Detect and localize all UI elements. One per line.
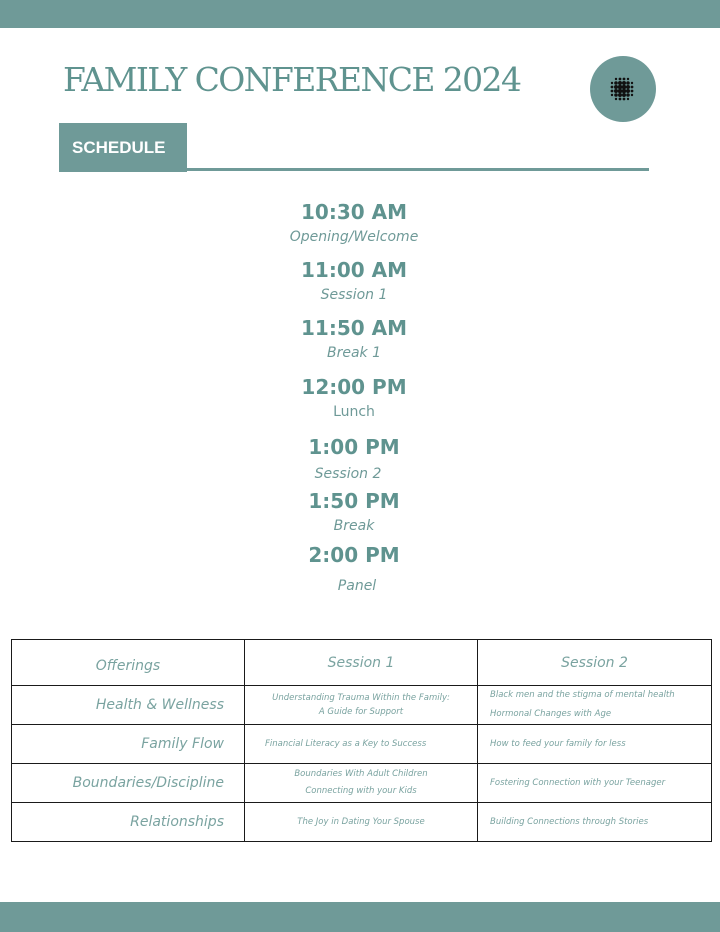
schedule-time: 10:30 AM <box>300 200 407 224</box>
session-topic: A Guide for Support <box>318 707 404 717</box>
offerings-table <box>11 639 712 842</box>
session-2-cell <box>478 764 712 803</box>
schedule-time: 1:00 PM <box>308 435 400 459</box>
schedule-time: 12:00 PM <box>301 375 407 399</box>
schedule-time: 11:00 AM <box>300 258 407 282</box>
session-topic: Hormonal Changes with Age <box>490 709 612 719</box>
schedule-event: Session 1 <box>320 287 388 303</box>
offering-name: Health & Wellness <box>12 686 245 725</box>
table-header-row <box>12 640 712 686</box>
schedule-section-tab: SCHEDULE <box>59 123 187 172</box>
schedule-event: Lunch <box>333 404 375 420</box>
session-1-cell <box>245 803 478 842</box>
table-row <box>12 725 712 764</box>
top-banner-bar <box>0 0 720 28</box>
session-topic: Financial Literacy as a Key to Success <box>265 738 427 749</box>
session-topic: Fostering Connection with your Teenager <box>490 777 666 788</box>
schedule-event: Opening/Welcome <box>289 229 419 245</box>
session-topic: Connecting with your Kids <box>305 786 417 796</box>
session-1-cell <box>245 764 478 803</box>
session-topic: Boundaries With Adult Children <box>294 769 428 779</box>
column-header-session-1: Session 1 <box>245 640 478 686</box>
session-2-cell <box>478 803 712 842</box>
table-row <box>12 764 712 803</box>
dotted-circle-logo-icon <box>590 56 656 122</box>
session-topic: Black men and the stigma of mental health <box>490 690 675 700</box>
schedule-divider <box>187 168 649 171</box>
schedule-time: 11:50 AM <box>300 316 407 340</box>
session-topic: The Joy in Dating Your Spouse <box>297 816 425 827</box>
schedule-time: 1:50 PM <box>308 489 400 513</box>
offering-name: Relationships <box>12 803 245 842</box>
table-row <box>12 803 712 842</box>
column-header-offerings: Offerings <box>12 640 245 686</box>
session-2-cell <box>478 686 712 725</box>
session-topic: Building Connections through Stories <box>490 816 649 827</box>
page-title: FAMILY CONFERENCE 2024 <box>63 60 521 99</box>
column-header-session-2: Session 2 <box>478 640 712 686</box>
session-1-cell <box>245 686 478 725</box>
offering-name: Family Flow <box>12 725 245 764</box>
session-2-cell <box>478 725 712 764</box>
table-row <box>12 686 712 725</box>
bottom-banner-bar <box>0 902 720 932</box>
schedule-event: Break <box>333 518 375 534</box>
session-topic: How to feed your family for less <box>490 738 626 749</box>
schedule-time: 2:00 PM <box>308 543 400 567</box>
schedule-event: Panel <box>337 578 377 594</box>
schedule-event: Session 2 <box>314 466 382 482</box>
session-1-cell <box>245 725 478 764</box>
session-topic: Understanding Trauma Within the Family: <box>272 693 450 703</box>
offering-name: Boundaries/Discipline <box>12 764 245 803</box>
schedule-event: Break 1 <box>326 345 382 361</box>
